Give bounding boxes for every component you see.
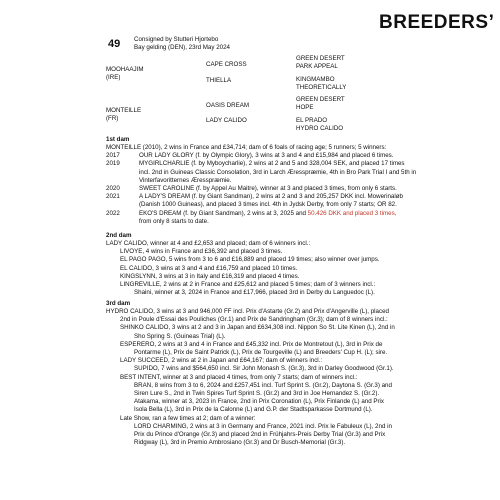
sire-sire-dam: PARK APPEAL [296, 63, 338, 70]
sire-sire: CAPE CROSS [206, 61, 247, 68]
third-dam-line: ESPERERO, 2 wins at 3 and 4 in France and £45,332 incl. Prix de Montretout (L), 3rd in Prix de [120, 340, 383, 348]
third-dam-line: Prix du Prince d'Orange (Gr.3) and placed 2nd in Frühjahrs-Preis Derby Trial (Gr.3) and Prix [134, 431, 386, 439]
foal-year: 2019 [106, 160, 120, 168]
first-dam-intro: MONTEILLE (2010), 2 wins in France and £34,714; dam of 6 foals of racing age; 5 runners; 5 winners: [106, 144, 387, 151]
third-dam-line: Isola Bella (L), 3rd in Prix de la Calonne (L) and G.P. der Stadtsparkasse Dortmund (L). [134, 406, 373, 414]
foal-line [106, 218, 406, 226]
foal-text: EKO'S DREAM (f. by Giant Sandman), 2 wins at 3, 2025 and [139, 209, 308, 217]
sire: MOOHAAJIM [106, 66, 144, 73]
third-dam-line: LADY SUCCEED, 2 wins at 2 in Japan and £64,167; dam of winners incl.: [120, 357, 323, 365]
foal-text: (Danish 1000 Guineas), and placed 3 times incl. 4th in Jydsk Derby, from only 7 starts; OR 82. [139, 201, 397, 209]
first-dam-section [106, 136, 417, 226]
foal-text-red: 50.426 DKK and placed 3 times, [307, 209, 397, 217]
dam-sire-sire: GREEN DESERT [296, 96, 345, 103]
dam-sire: OASIS DREAM [206, 102, 249, 109]
second-dam-title: 2nd dam [106, 232, 132, 239]
foal-text: A LADY'S DREAM (f. by Giant Sandman), 2 wins at 2 and 3 and 205,257 DKK incl. Mowerinaløb [139, 193, 403, 201]
foal-text: SWEET CAROLINE (f. by Appel Au Maitre), winner at 3 and placed 3 times, from only 6 starts. [139, 185, 397, 193]
foal-year: 2022 [106, 209, 120, 217]
second-dam-line: LINGREVILLE, 2 wins at 2 in France and £25,612 and placed 5 times; dam of 3 winners incl.: [120, 281, 376, 289]
third-dam-line: Pontarme (L), Prix de Saint Patrick (L), Prix de Tourgeville (L) and Breeders' Cup H. (L); sire. [134, 349, 388, 357]
second-dam-line: EL CALIDO, 3 wins at 3 and 4 and £16,759 and placed 10 times. [120, 264, 298, 272]
foal-line [106, 193, 406, 201]
foal-year: 2021 [106, 193, 120, 201]
sire-sire-sire: GREEN DESERT [296, 55, 345, 62]
third-dam-line: Siren Lure S., 2nd in Twin Spires Turf Sprint S. (Gr.2) and 3rd in Joe Hernandez S. (Gr.2). [134, 390, 380, 398]
third-dam-line: HYDRO CALIDO, 3 wins at 3 and 946,000 FF incl. Prix d'Astarte (Gr.2) and Prix d'Angerville (L), placed [106, 308, 389, 315]
third-dam-line: SHINKO CALIDO, 3 wins at 2 and 3 in Japan and £634,308 incl. Nippon So St. Lite Kinen (L), 2nd in [120, 324, 395, 332]
second-dam-section [106, 232, 406, 297]
third-dam-line: 2nd in Poule d'Essai des Pouliches (Gr.1) and Prix de Sandringham (Gr.3); dam of 8 winners incl.: [120, 316, 388, 324]
third-dam-line: Late Show, ran a few times at 2; dam of a winner: [120, 414, 256, 422]
third-dam-section [106, 300, 406, 447]
foal-text: from only 8 starts to date. [139, 217, 209, 225]
horse-description: Bay gelding (DEN), 23rd May 2024 [134, 44, 230, 51]
third-dam-line: Ridgway (L), 3rd in Premio Ambrosiano (Gr.3) and Dr Busch-Memorial (Gr.3). [134, 439, 346, 447]
foal-line [106, 168, 417, 177]
lot-number: 49 [108, 38, 121, 50]
dam-dam-sire: EL PRADO [296, 117, 328, 124]
dam-dam-dam: HYDRO CALIDO [296, 125, 344, 132]
foal-line [106, 160, 406, 168]
third-dam-title: 3rd dam [106, 300, 131, 307]
sire-country: (IRE) [106, 74, 121, 81]
foal-line [106, 185, 406, 193]
third-dam-line: Atakama, winner at 3, 2023 in France, 2nd in Prix Coronation (L), Prix Finlande (L) and Prix [134, 398, 385, 406]
first-dam-title: 1st dam [106, 136, 130, 143]
foal-text: MYGIRLCHARLIE (f. by Myboycharlie), 2 wins at 2 and 5 and 328,004 SEK, and placed 17 times [139, 160, 405, 168]
third-dam-line: Sho Spring S. (Guineas Trial) (L). [134, 332, 226, 340]
third-dam-line: SUPIDO, 7 wins and $564,650 incl. Sir John Monash S. (Gr.3), 3rd in Darley Goodwood (Gr.1). [134, 365, 394, 373]
second-dam-line: Shaini, winner at 3, 2024 in France and £17,966, placed 3rd in Derby du Languedoc (L). [134, 289, 375, 297]
foal-line [106, 152, 406, 160]
dam-sire-dam: HOPE [296, 104, 314, 111]
third-dam-line: BEST INTENT, winner at 3 and placed 4 times, from only 7 starts; dam of winners incl.: [120, 373, 358, 381]
first-dam-foals [106, 152, 417, 226]
sire-dam: THIELLA [206, 77, 232, 84]
second-dam-line: KINGSLYNN, 3 wins at 3 in Italy and £16,319 and placed 4 times. [120, 272, 300, 280]
dam: MONTEILLE [106, 107, 142, 114]
foal-line [106, 201, 406, 209]
foal-text: OUR LADY GLORY (f. by Olympic Glory), 3 wins at 3 and 4 and £15,984 and placed 6 times. [139, 152, 394, 160]
foal-line [106, 177, 406, 185]
second-dam-line: LADY CALIDO, winner at 4 and £2,653 and placed; dam of 6 winners incl.: [106, 240, 311, 247]
third-dam-line: BRAN, 8 wins from 3 to 6, 2024 and £257,451 incl. Turf Sprint S. (Gr.2), Daytona S. (Gr.3) and [134, 381, 392, 389]
dam-country: (FR) [106, 115, 119, 122]
second-dam-line: EL PAGO PAGO, 5 wins from 3 to 6 and £16,889 and placed 19 times; also winner over jumps. [120, 256, 380, 264]
brand-logo: BREEDERS’ [379, 12, 495, 33]
dam-dam: LADY CALIDO [206, 117, 247, 124]
third-dam-line: LORD CHARMING, 2 wins at 3 in Germany and France, 2021 incl. Prix le Fabuleux (L), 2nd in [134, 422, 392, 430]
foal-year: 2017 [106, 152, 120, 160]
foal-line [106, 210, 406, 218]
sire-dam-sire: KINGMAMBO [296, 76, 335, 83]
foal-year: 2020 [106, 185, 120, 193]
foal-text: incl. 2nd in Guineas Classic Consolation, 3rd in Larch Æresspræmie, 4th in Bro Park Trial I and 5th in [139, 168, 417, 176]
second-dam-line: LIVOYE, 4 wins in France and £36,392 and placed 3 times. [120, 248, 283, 256]
foal-text: Vinterfavoritternes Æresspræmie. [139, 176, 232, 184]
sire-dam-dam: THEORETICALLY [296, 84, 347, 91]
consignor: Consigned by Stutteri Hjortebo [134, 36, 219, 43]
